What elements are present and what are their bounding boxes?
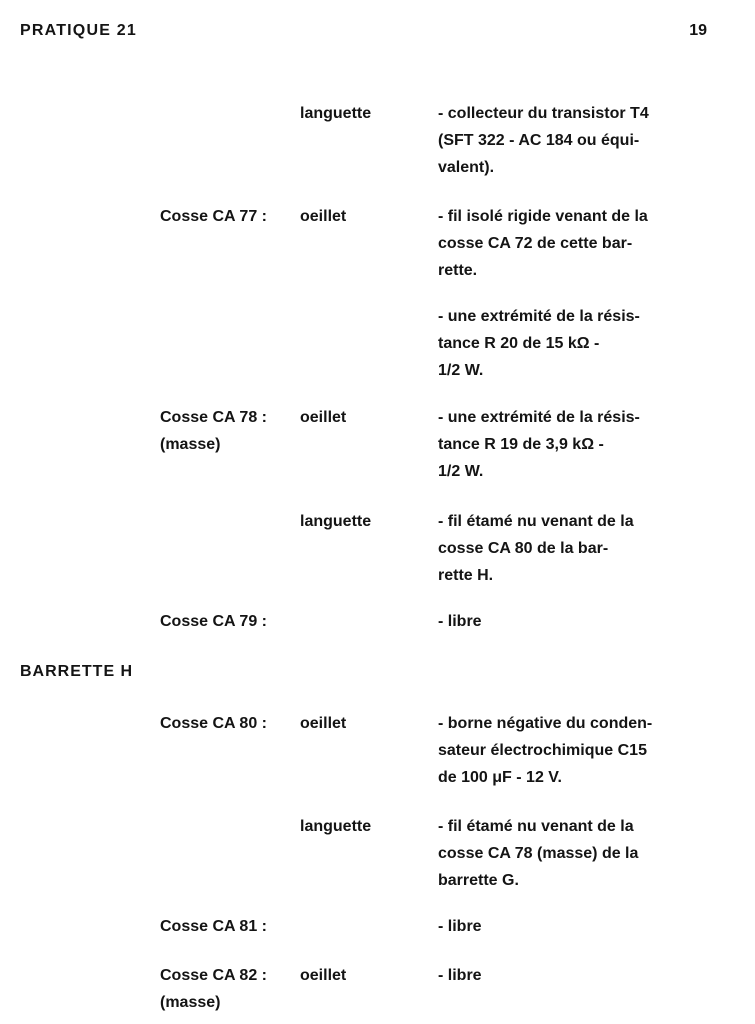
cosse-label: Cosse CA 77 : [160, 208, 267, 225]
connection-description: - une extrémité de la résis- tance R 20 de 15 kΩ - 1/2 W. [438, 308, 640, 379]
cosse-label: Cosse CA 80 : [160, 715, 267, 732]
connection-description: - fil étamé nu venant de la cosse CA 80 de la bar- rette H. [438, 513, 634, 584]
part-label: languette [300, 818, 372, 835]
connection-description: - borne négative du conden- sateur électrochimique C15 de 100 μF - 12 V. [438, 715, 653, 786]
part-label: oeillet [300, 208, 347, 225]
cosse-label: Cosse CA 78 : (masse) [160, 409, 267, 453]
cosse-label: Cosse CA 79 : [160, 613, 267, 630]
part-label: oeillet [300, 967, 347, 984]
connection-description: - une extrémité de la résis- tance R 19 de 3,9 kΩ - 1/2 W. [438, 409, 640, 480]
part-label: languette [300, 513, 372, 530]
cosse-label: Cosse CA 82 : (masse) [160, 967, 267, 1011]
connection-description: - libre [438, 613, 482, 630]
part-label: languette [300, 105, 372, 122]
connection-description: - fil étamé nu venant de la cosse CA 78 (masse) de la barrette G. [438, 818, 639, 889]
page-number: 19 [689, 22, 707, 39]
connection-description: - libre [438, 918, 482, 935]
connection-description: - collecteur du transistor T4 (SFT 322 - AC 184 ou équi- valent). [438, 105, 649, 176]
section-title: BARRETTE H [20, 663, 134, 680]
cosse-label: Cosse CA 81 : [160, 918, 267, 935]
part-label: oeillet [300, 409, 347, 426]
connection-description: - fil isolé rigide venant de la cosse CA 72 de cette bar- rette. [438, 208, 648, 279]
part-label: oeillet [300, 715, 347, 732]
connection-description: - libre [438, 967, 482, 984]
running-header: PRATIQUE 21 [20, 22, 137, 39]
